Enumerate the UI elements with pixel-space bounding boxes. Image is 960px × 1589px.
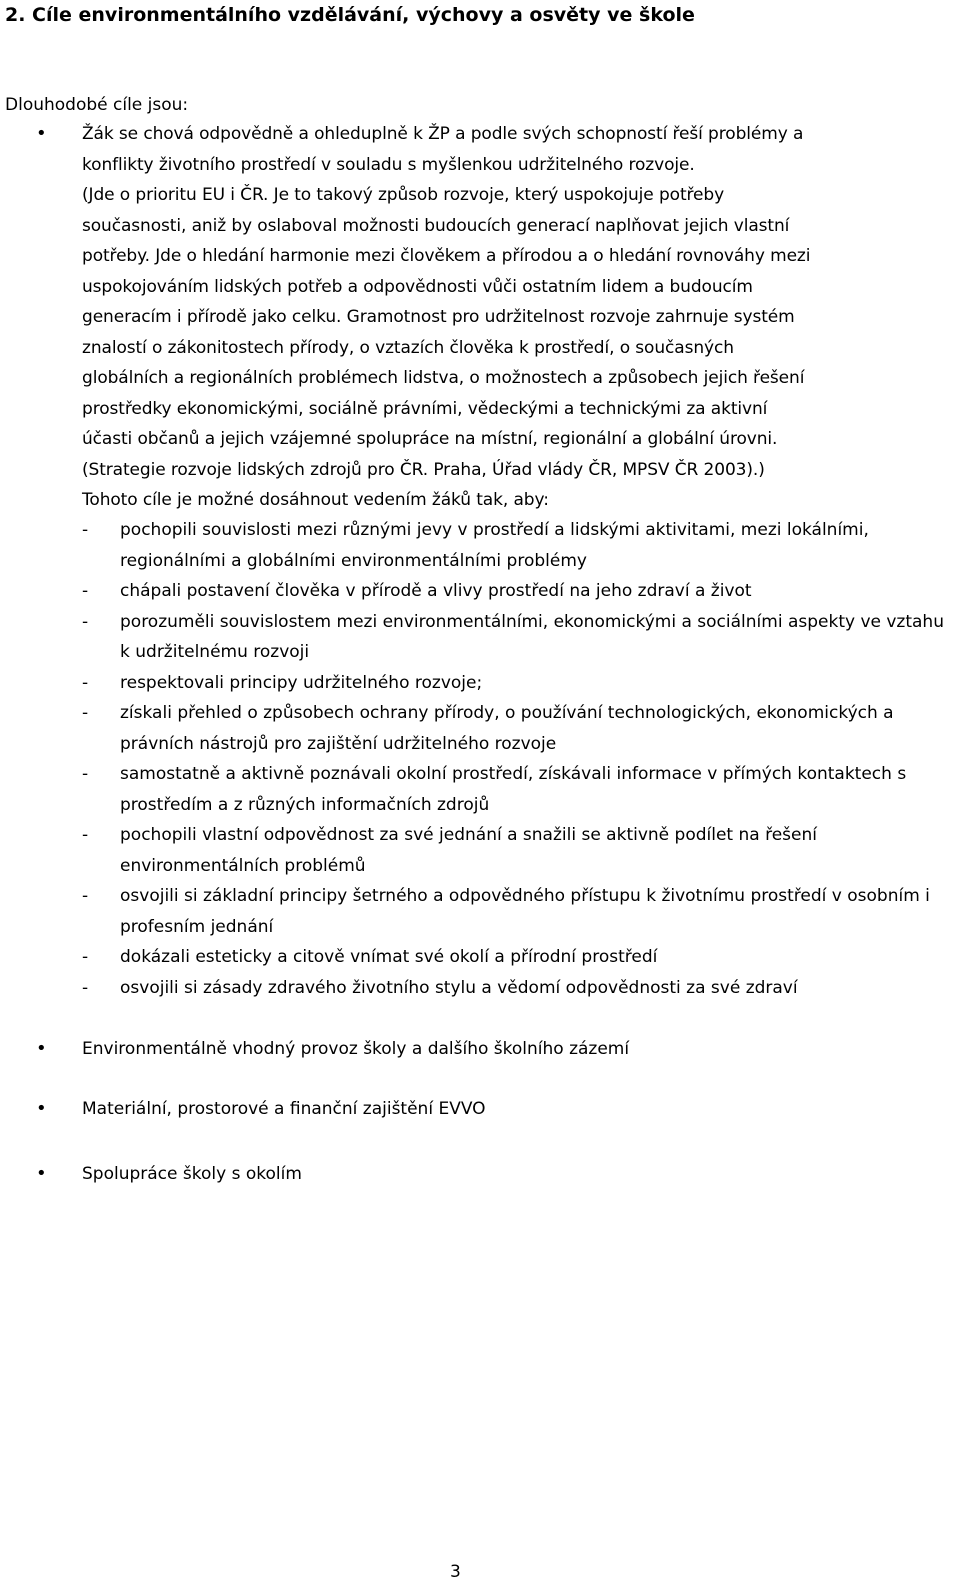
list-item bbox=[82, 759, 954, 820]
paragraph-line: konflikty životního prostředí v souladu s myšlenkou udržitelného rozvoje. bbox=[82, 154, 695, 175]
bullet-icon: • bbox=[36, 1098, 47, 1119]
bullet-icon: • bbox=[36, 123, 47, 144]
bullet-icon: • bbox=[36, 1038, 47, 1059]
dash-icon: - bbox=[82, 672, 89, 693]
list-item-text: osvojili si zásady zdravého životního stylu a vědomí odpovědnosti za své zdraví bbox=[120, 977, 798, 998]
list-item-text: samostatně a aktivně poznávali okolní prostředí, získávali informace v přímých kontaktech s prostředím a z různých informačních zdrojů bbox=[120, 764, 907, 815]
page-number: 3 bbox=[450, 1562, 461, 1582]
list-item-text: osvojili si základní principy šetrného a odpovědného přístupu k životnímu prostředí v osobním i profesním jednání bbox=[120, 886, 930, 937]
paragraph-line: (Jde o prioritu EU i ČR. Je to takový způsob rozvoje, který uspokojuje potřeby bbox=[82, 185, 725, 205]
dash-icon: - bbox=[82, 764, 89, 784]
dash-icon: - bbox=[82, 611, 89, 632]
list-item-text: pochopili vlastní odpovědnost za své jednání a snažili se aktivně podílet na řešení environmentálních problémů bbox=[120, 825, 817, 876]
paragraph-line: prostředky ekonomickými, sociálně právními, vědeckými a technickými za aktivní bbox=[82, 398, 768, 419]
long-term-goals-label: Dlouhodobé cíle jsou: bbox=[5, 95, 189, 115]
list-item bbox=[82, 698, 954, 759]
dash-icon: - bbox=[82, 886, 89, 906]
list-item bbox=[82, 881, 954, 942]
bullet-cooperation-text: Spolupráce školy s okolím bbox=[82, 1164, 302, 1184]
paragraph-line: potřeby. Jde o hledání harmonie mezi člověkem a přírodou a o hledání rovnováhy mezi bbox=[82, 246, 811, 266]
section-heading: 2. Cíle environmentálního vzdělávání, výchovy a osvěty ve škole bbox=[5, 4, 695, 26]
paragraph-line: současnosti, aniž by oslaboval možnosti budoucích generací naplňovat jejich vlastní bbox=[82, 215, 790, 236]
list-item-text: získali přehled o způsobech ochrany přírody, o používání technologických, ekonomických a právních nástrojů pro zajištění udržitelného rozvoje bbox=[120, 703, 894, 754]
goals-dash-list bbox=[82, 515, 954, 1003]
bullet-icon: • bbox=[36, 1163, 47, 1184]
list-item-text: chápali postavení člověka v přírodě a vlivy prostředí na jeho zdraví a život bbox=[120, 581, 752, 601]
list-item bbox=[82, 607, 954, 668]
paragraph-line: Tohoto cíle je možné dosáhnout vedením žáků tak, aby: bbox=[82, 490, 549, 510]
dash-icon: - bbox=[82, 947, 89, 967]
list-item bbox=[82, 820, 954, 881]
list-item-text: dokázali esteticky a citově vnímat své okolí a přírodní prostředí bbox=[120, 947, 658, 967]
dash-icon: - bbox=[82, 977, 89, 998]
list-item-text: pochopili souvislosti mezi různými jevy v prostředí a lidskými aktivitami, mezi lokálními, regionálními a globálními environmentálními problémy bbox=[120, 520, 869, 571]
paragraph-line: globálních a regionálních problémech lidstva, o možnostech a způsobech jejich řešení bbox=[82, 368, 805, 388]
list-item-text: respektovali principy udržitelného rozvoje; bbox=[120, 672, 483, 693]
dash-icon: - bbox=[82, 520, 89, 540]
paragraph-line: generacím i přírodě jako celku. Gramotnost pro udržitelnost rozvoje zahrnuje systém bbox=[82, 307, 795, 327]
list-item-text: porozuměli souvislostem mezi environmentálními, ekonomickými a sociálními aspekty ve vztahu k udržitelnému rozvoji bbox=[120, 611, 944, 662]
paragraph-line: Žák se chová odpovědně a ohleduplně k ŽP a podle svých schopností řeší problémy a bbox=[82, 124, 804, 144]
dash-icon: - bbox=[82, 703, 89, 723]
main-goal-paragraph bbox=[82, 119, 954, 516]
bullet-operations-text: Environmentálně vhodný provoz školy a dalšího školního zázemí bbox=[82, 1039, 630, 1059]
paragraph-line: uspokojováním lidských potřeb a odpovědnosti vůči ostatním lidem a budoucím bbox=[82, 276, 753, 297]
list-item bbox=[82, 973, 954, 1004]
paragraph-line: účasti občanů a jejich vzájemné spolupráce na místní, regionální a globální úrovni. bbox=[82, 429, 778, 449]
paragraph-line: znalostí o zákonitostech přírody, o vztazích člověka k prostředí, o současných bbox=[82, 337, 734, 358]
paragraph-line: (Strategie rozvoje lidských zdrojů pro ČR. Praha, Úřad vlády ČR, MPSV ČR 2003).) bbox=[82, 459, 765, 480]
dash-icon: - bbox=[82, 825, 89, 845]
list-item bbox=[82, 515, 954, 576]
list-item bbox=[82, 576, 954, 607]
list-item bbox=[82, 668, 954, 699]
list-item bbox=[82, 942, 954, 973]
dash-icon: - bbox=[82, 581, 89, 601]
bullet-funding-text: Materiální, prostorové a finanční zajištění EVVO bbox=[82, 1099, 486, 1119]
